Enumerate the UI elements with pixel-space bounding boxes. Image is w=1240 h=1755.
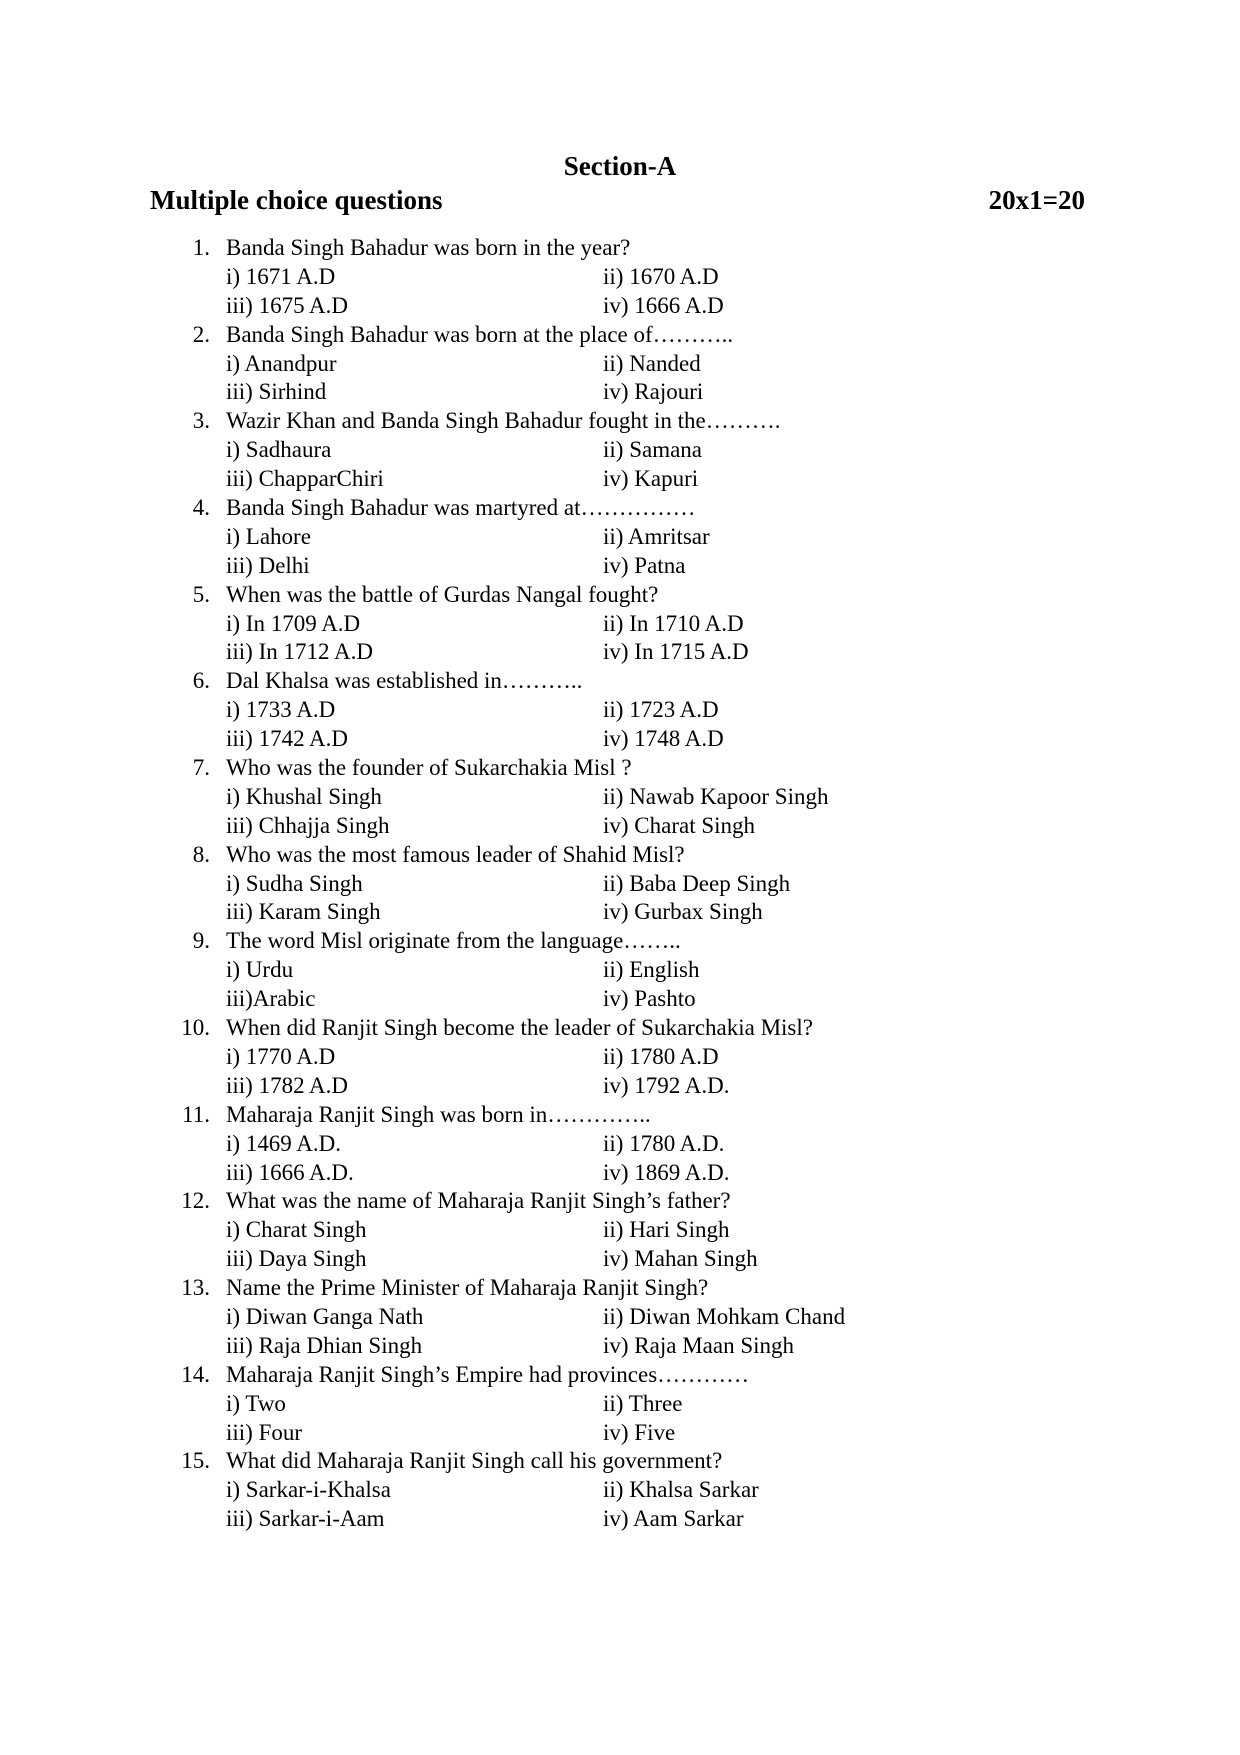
question-number: 10. (181, 1015, 210, 1041)
question-line (0, 1361, 1240, 1390)
question-text: Name the Prime Minister of Maharaja Ranjit Singh? (226, 1275, 709, 1301)
option-row (0, 1130, 1240, 1159)
option-text: ii) Hari Singh (603, 1217, 730, 1243)
option-row (0, 1303, 1240, 1332)
question-line (0, 1014, 1240, 1043)
option-text: ii) Three (603, 1390, 683, 1416)
option-text: i) Diwan Ganga Nath (226, 1303, 424, 1329)
question-text: Who was the founder of Sukarchakia Misl ? (226, 755, 632, 781)
option-text: iii) Sirhind (226, 379, 327, 405)
option-text: i) Urdu (226, 957, 294, 983)
question-text: Wazir Khan and Banda Singh Bahadur fought in the………. (226, 408, 781, 434)
section-title: Section-A (563, 151, 677, 181)
question-text: Maharaja Ranjit Singh’s Empire had provinces………… (226, 1361, 750, 1387)
option-row (0, 956, 1240, 985)
option-row (0, 552, 1240, 581)
option-row (0, 523, 1240, 552)
option-text: i) In 1709 A.D (226, 610, 361, 636)
option-row (0, 725, 1240, 754)
question-text: Banda Singh Bahadur was born in the year? (226, 235, 631, 260)
question-line (0, 234, 1240, 263)
question-number: 8. (192, 841, 210, 867)
option-text: i) 1671 A.D (226, 263, 336, 289)
option-text: i) Sudha Singh (226, 870, 363, 896)
question-item (0, 1274, 1240, 1361)
option-row (0, 350, 1240, 379)
option-row (0, 1245, 1240, 1274)
question-item (0, 321, 1240, 408)
option-text: ii) Samana (603, 437, 702, 463)
option-text: ii) Nanded (603, 350, 701, 376)
question-text: Who was the most famous leader of Shahid Misl? (226, 841, 685, 867)
question-text: Banda Singh Bahadur was born at the place of……….. (226, 321, 734, 347)
option-text: ii) 1723 A.D (603, 697, 719, 723)
question-number: 5. (192, 581, 210, 607)
question-number: 9. (192, 928, 210, 954)
question-number: 4. (192, 495, 210, 521)
question-item (0, 667, 1240, 754)
question-item (0, 581, 1240, 668)
question-number: 2. (192, 321, 210, 347)
option-text: iii) Delhi (226, 552, 310, 578)
question-line (0, 927, 1240, 956)
question-number: 7. (192, 755, 210, 781)
option-row (0, 1072, 1240, 1101)
option-text: iii) Sarkar-i-Aam (226, 1506, 385, 1532)
option-text: iv) Kapuri (603, 466, 699, 492)
option-text: i) Khushal Singh (226, 783, 382, 809)
question-item (0, 841, 1240, 928)
question-line (0, 321, 1240, 350)
option-text: iii) 1782 A.D (226, 1072, 349, 1098)
option-text: iii) Daya Singh (226, 1246, 367, 1272)
question-line (0, 407, 1240, 436)
question-item (0, 1101, 1240, 1188)
option-row (0, 1216, 1240, 1245)
option-row (0, 1043, 1240, 1072)
option-row (0, 985, 1240, 1014)
option-text: iv) Aam Sarkar (603, 1506, 744, 1532)
option-text: ii) English (603, 957, 700, 983)
option-text: iii) Raja Dhian Singh (226, 1332, 423, 1358)
question-line (0, 1447, 1240, 1476)
question-item (0, 234, 1240, 321)
option-text: iv) Mahan Singh (603, 1246, 758, 1272)
question-text: What was the name of Maharaja Ranjit Singh’s father? (226, 1188, 731, 1214)
option-text: iii) ChapparChiri (226, 466, 384, 492)
option-row (0, 263, 1240, 292)
option-text: i) Two (226, 1390, 286, 1416)
question-line (0, 1274, 1240, 1303)
question-item (0, 1361, 1240, 1448)
question-item (0, 927, 1240, 1014)
question-number: 1. (192, 235, 210, 260)
option-row (0, 1159, 1240, 1188)
option-row (0, 610, 1240, 639)
option-text: iii) 1666 A.D. (226, 1159, 354, 1185)
option-text: ii) Nawab Kapoor Singh (603, 783, 829, 809)
option-text: ii) In 1710 A.D (603, 610, 744, 636)
question-text: When did Ranjit Singh become the leader of Sukarchakia Misl? (226, 1015, 813, 1041)
option-text: ii) Amritsar (603, 523, 710, 549)
option-text: iv) Charat Singh (603, 812, 756, 838)
question-line (0, 841, 1240, 870)
option-row (0, 465, 1240, 494)
option-text: i) 1733 A.D (226, 697, 336, 723)
question-line (0, 581, 1240, 610)
question-text: Banda Singh Bahadur was martyred at…………… (226, 495, 696, 521)
option-row (0, 1476, 1240, 1505)
option-text: iv) 1748 A.D (603, 726, 724, 752)
question-list (0, 234, 1240, 1534)
option-text: i) Sadhaura (226, 437, 332, 463)
question-item (0, 407, 1240, 494)
question-number: 15. (181, 1448, 210, 1474)
question-number: 3. (192, 408, 210, 434)
question-line (0, 1187, 1240, 1216)
option-text: i) 1770 A.D (226, 1043, 336, 1069)
option-text: iii) Karam Singh (226, 899, 381, 925)
option-text: iv) 1792 A.D. (603, 1072, 730, 1098)
option-text: i) Lahore (226, 523, 311, 549)
option-text: iv) Gurbax Singh (603, 899, 763, 925)
option-row (0, 638, 1240, 667)
option-row (0, 378, 1240, 407)
section-subtitle: Multiple choice questions (150, 185, 443, 215)
question-item (0, 1187, 1240, 1274)
question-item (0, 754, 1240, 841)
option-row (0, 292, 1240, 321)
option-row (0, 898, 1240, 927)
option-text: iii) Four (226, 1419, 303, 1445)
option-text: i) Sarkar-i-Khalsa (226, 1477, 391, 1503)
option-row (0, 1332, 1240, 1361)
question-text: Maharaja Ranjit Singh was born in………….. (226, 1101, 651, 1127)
question-number: 13. (181, 1275, 210, 1301)
question-item (0, 494, 1240, 581)
option-row (0, 783, 1240, 812)
option-text: iii) 1675 A.D (226, 292, 349, 318)
question-text: When was the battle of Gurdas Nangal fought? (226, 581, 659, 607)
option-text: iv) Rajouri (603, 379, 704, 405)
option-row (0, 436, 1240, 465)
option-row (0, 1419, 1240, 1448)
option-text: ii) Khalsa Sarkar (603, 1477, 759, 1503)
option-text: iv) 1666 A.D (603, 292, 724, 318)
option-text: iii)Arabic (226, 986, 316, 1012)
option-row (0, 1505, 1240, 1534)
section-marks: 20x1=20 (988, 185, 1085, 215)
question-text: The word Misl originate from the language…….. (226, 928, 681, 954)
section-heading (150, 184, 1085, 216)
option-text: iv) 1869 A.D. (603, 1159, 730, 1185)
option-row (0, 1390, 1240, 1419)
option-text: iii) Chhajja Singh (226, 812, 390, 838)
option-text: i) Charat Singh (226, 1217, 367, 1243)
question-text: What did Maharaja Ranjit Singh call his government? (226, 1448, 723, 1474)
option-text: iv) Raja Maan Singh (603, 1332, 794, 1358)
question-number: 6. (192, 668, 210, 694)
question-line (0, 1101, 1240, 1130)
option-text: iii) In 1712 A.D (226, 639, 373, 665)
option-row (0, 696, 1240, 725)
question-line (0, 667, 1240, 696)
option-text: iv) Patna (603, 552, 686, 578)
option-text: iv) Five (603, 1419, 676, 1445)
option-text: ii) 1670 A.D (603, 263, 719, 289)
option-text: i) Anandpur (226, 350, 337, 376)
question-number: 11. (182, 1101, 210, 1127)
option-text: ii) Diwan Mohkam Chand (603, 1303, 846, 1329)
option-text: ii) Baba Deep Singh (603, 870, 791, 896)
question-line (0, 494, 1240, 523)
option-text: ii) 1780 A.D. (603, 1130, 725, 1156)
option-text: iii) 1742 A.D (226, 726, 349, 752)
question-number: 12. (181, 1188, 210, 1214)
question-line (0, 754, 1240, 783)
option-row (0, 870, 1240, 899)
option-text: iv) Pashto (603, 986, 696, 1012)
question-number: 14. (181, 1361, 210, 1387)
option-text: i) 1469 A.D. (226, 1130, 341, 1156)
question-item (0, 1447, 1240, 1534)
question-text: Dal Khalsa was established in……….. (226, 668, 583, 694)
question-item (0, 1014, 1240, 1101)
option-text: ii) 1780 A.D (603, 1043, 719, 1069)
option-text: iv) In 1715 A.D (603, 639, 749, 665)
option-row (0, 812, 1240, 841)
